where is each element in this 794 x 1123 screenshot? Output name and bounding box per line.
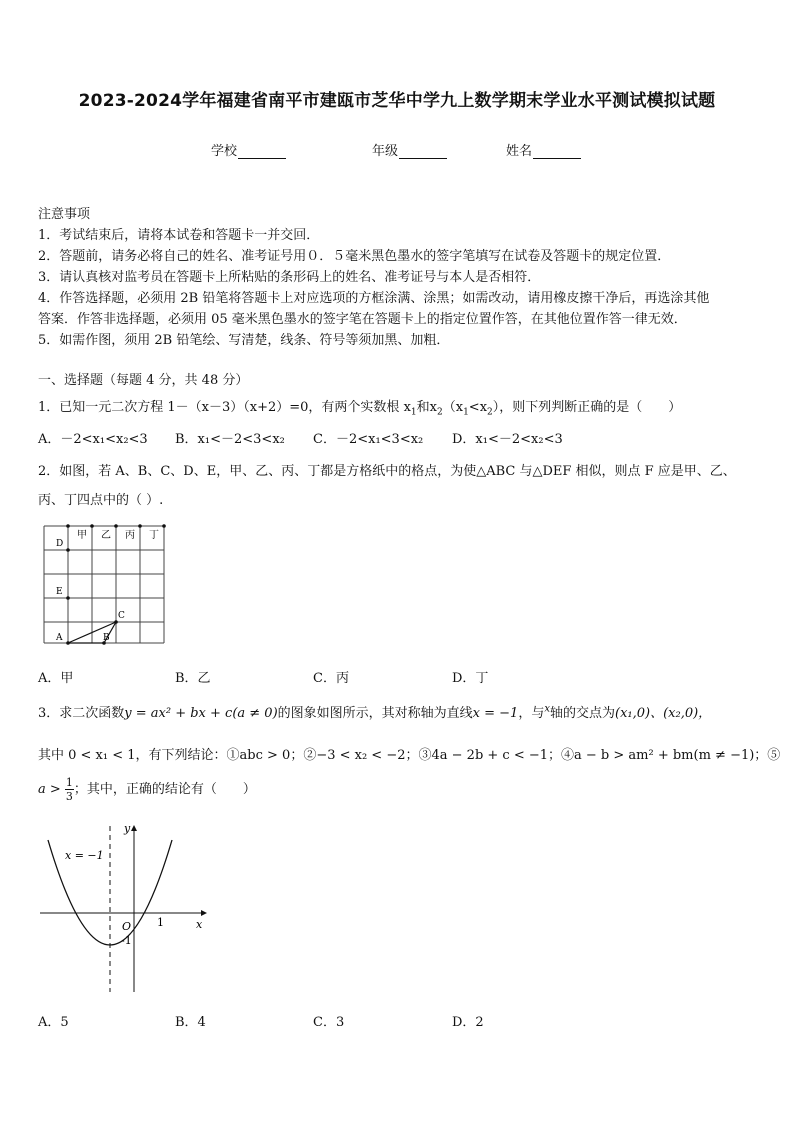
question-3-line3: a > $\frac{1}{3}$ ；其中，正确的结论有（ ） [38, 776, 256, 803]
q1-option-c[interactable]: C．－2<x₁<3<x₂ [313, 432, 424, 447]
grade-field[interactable] [372, 140, 447, 159]
point-yi-corner [90, 524, 94, 528]
label-c: C [118, 611, 125, 621]
q2-option-d[interactable]: D．丁 [452, 671, 489, 686]
notice-item: 3．请认真核对监考员在答题卡上所粘贴的条形码上的姓名、准考证号与本人是否相符． [38, 270, 541, 285]
label-jia: 甲 [77, 530, 87, 541]
school-label: 学校 [211, 144, 238, 159]
label-a: A [56, 633, 63, 643]
question-3-line2: 其中 0 < x₁ < 1，有下列结论：①abc > 0；②−3 < x₂ < −2；③4a − 2b + c < −1；④a − b > am² + bm(m ≠ −1)；⑤ [38, 748, 781, 763]
label-origin: O [122, 920, 132, 933]
point-bing-corner [114, 524, 118, 528]
q3-option-a[interactable]: A．5 [38, 1015, 69, 1030]
q1-option-b[interactable]: B．x₁<－2<3<x₂ [175, 432, 285, 447]
point-jia-corner [66, 524, 70, 528]
page-title: 2023-2024学年福建省南平市建瓯市芝华中学九上数学期末学业水平测试模拟试题 [78, 91, 716, 111]
q2-option-a[interactable]: A．甲 [38, 671, 74, 686]
name-field[interactable] [506, 140, 581, 159]
q2-grid-figure [40, 522, 170, 648]
point-end-corner [162, 524, 166, 528]
notice-item: 答案．作答非选择题，必须用 05 毫米黑色墨水的签字笔在答题卡上的指定位置作答，在其他位置作答一律无效． [38, 312, 687, 327]
notice-heading: 注意事项 [38, 207, 91, 222]
point-e [66, 596, 70, 600]
question-3-line1: 3．求二次函数y = ax² + bx + c(a ≠ 0)的图象如图所示，其对称轴为直线x = −1，与$^x$轴的交点为(x₁,0)、(x₂,0)， [38, 703, 712, 721]
label-neg-one: -1 [121, 934, 132, 947]
label-bing: 丙 [125, 530, 135, 541]
q1-option-d[interactable]: D．x₁<－2<x₂<3 [452, 432, 563, 447]
q3-option-c[interactable]: C．3 [313, 1015, 345, 1030]
q3-option-d[interactable]: D．2 [452, 1015, 484, 1030]
grade-label: 年级 [372, 144, 399, 159]
label-ding: 丁 [149, 530, 159, 541]
school-blank [238, 146, 286, 159]
point-d [66, 548, 70, 552]
section-heading: 一、选择题（每题 4 分，共 48 分） [38, 373, 249, 388]
label-sym-axis: x = −1 [65, 849, 104, 862]
point-a [66, 641, 70, 645]
q2-option-b[interactable]: B．乙 [175, 671, 211, 686]
name-label: 姓名 [506, 144, 533, 159]
notice-item: 2．答题前，请务必将自己的姓名、准考证号用０．５毫米黑色墨水的签字笔填写在试卷及答题卡的规定位置． [38, 249, 671, 264]
grade-blank [399, 146, 447, 159]
label-one: 1 [157, 916, 164, 929]
fraction: $\frac{1}{3}$ [65, 776, 73, 803]
q3-parabola-figure [36, 820, 216, 1000]
notice-item: 4．作答选择题，必须用 2B 铅笔将答题卡上对应选项的方框涂满、涂黑；如需改动，请用橡皮擦干净后，再选涂其他 [38, 291, 710, 306]
notice-item: 1．考试结束后，请将本试卷和答题卡一并交回． [38, 228, 320, 243]
notice-item: 5．如需作图，须用 2B 铅笔绘、写清楚，线条、符号等须加黑、加粗． [38, 333, 450, 348]
q2-option-c[interactable]: C．丙 [313, 671, 349, 686]
label-d: D [56, 539, 64, 549]
q3-option-b[interactable]: B．4 [175, 1015, 206, 1030]
label-yi: 乙 [101, 530, 111, 541]
point-ding-corner [138, 524, 142, 528]
question-2-line1: 2．如图，若 A、B、C、D、E，甲、乙、丙、丁都是方格纸中的格点，为使△ABC 与△DEF 相似，则点 F 应是甲、乙、 [38, 464, 736, 479]
label-y: y [124, 822, 131, 835]
question-1-text: 1．已知一元二次方程 1－（x－3）（x+2）=0，有两个实数根 $x_1$和$x_2(x_1<x_2)$，则下列判断正确的是（ ） [38, 400, 682, 418]
q1-option-a[interactable]: A．－2<x₁<x₂<3 [38, 432, 148, 447]
label-e: E [56, 587, 63, 597]
question-2-line2: 丙、丁四点中的（ ）. [38, 493, 164, 508]
label-x: x [196, 918, 203, 931]
name-blank [533, 146, 581, 159]
label-b: B [103, 633, 110, 643]
school-field[interactable] [211, 140, 286, 159]
